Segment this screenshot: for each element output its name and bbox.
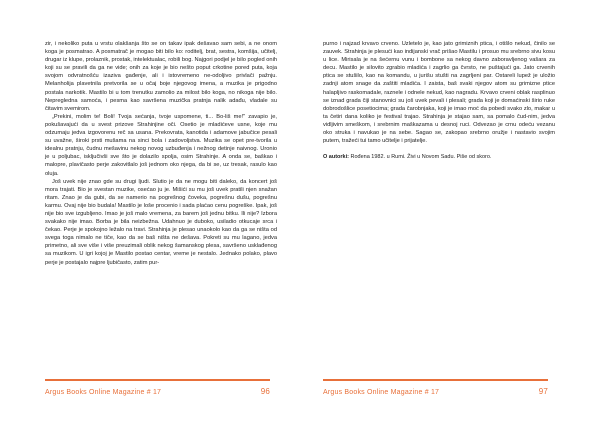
footer-magazine-name: Argus Books Online Magazine # 17 <box>323 389 440 396</box>
author-label: O autorki: <box>323 154 349 161</box>
author-note <box>323 153 555 161</box>
left-body-text <box>45 40 277 267</box>
right-body-text <box>323 40 555 161</box>
footer-rule <box>323 379 548 381</box>
author-text: Rođena 1982. u Rumi. Živi u Novom Sadu. Piše od skoro. <box>350 154 492 161</box>
footer-rule <box>45 379 270 381</box>
footer-magazine-name: Argus Books Online Magazine # 17 <box>45 389 162 396</box>
left-footer <box>45 387 270 396</box>
page-number: 96 <box>260 387 270 396</box>
right-footer <box>323 387 548 396</box>
right-page <box>300 0 600 424</box>
paragraph: „Prekini, molim te! Boli! Tvoja sećanja, tvoje uspomene, ti... Bo-liš me!" zavapio je, pokušavajući da u svest prizove Strahinjine oči. Osetio je mladićeve usne, koje mu odzumaju jedva izgovorenu reč sa usana. Prekovrata, kanotida i adamove jabučice pesali su uvažne, široki prsti mušama na sinci bola i zadovoljstva. Muzika se opet pre-tvorila u idealnu pratnju, čudnu mešavinu nekog novog uzbuđenja i nežnog detinje naivnog. Uronio je u poljubac, isključivši sve što je dolazilo spolja, osim Strahinje. A onda se, baškao i malopre, plavičasto perje zakovitlalo još jednom oko njega, da bi se, uz tresak, rasulo kao oluja. <box>45 113 277 177</box>
paragraph: purno i najzad krvavo crveno. Uzletelo je, kao jato grimiznih ptica, i otišlo nekud, činilo se zauvek. Strahinja je plesući kao indijanski vrač prišao Mastilu i prosuo mu srebrno sivu kosu u lice. Mirisala je na šećernu vunu i bombone sa nekog davno zaboravljenog vašara za decu. Mastilo je silovito zgrabio mladića i zagrlio ga čvrsto, ne puštajući ga. Jato crvenih ptica se stušilo, kao na komandu, u jurišu stušti na zagrljeni par. Ostareli lupež je uložio zadnji atom snage da zaštiti mladića. I zaista, baš svaki njegov atom su grimizne ptice halapljivo raskomadale, raznele i odnele nekud, kao nagradu. Krvavo crveni oblak rasplinuo se iznad grada čiji stanovnici su još uvek pevali i plesali; grada koji je domaćinski širio ruke dobrodošlice posetiocima; grada čarobnjaka, koji je imao moć da pobedi svako zlo, makar u ta četiri dana koliko je festival trajao. Strahinja je stajao sam, sa pomalo čud-nim, jedva vidljivim smeškom, i srebrnim maškazama u desnoj ruci. Odvezao je crnu odeću vezanu oko struka i navukao je na sebe. Sagao se, zakopao srebrno oružje i nastavio svojim putem, tražeći tui tamo učitelje i prijatelje. <box>323 41 555 145</box>
paragraph: Još uvek nije znao gde su drugi ljudi. Slutio je da ne mogu biti daleko, da koncert još mora trajati. Bio je svestan muzike, osećao ju je. Mišići su mu još uvek pratili njen snažan ritam. Znao je da gubi, da se namerio na pogrešnog čoveka, pogrešnu dušu, pogrešnu karmu. Ovaj nije bio budala! Mastilo je loše procenio i sada plaćao cenu pogreške. Ipak, još nije bio sve izgubljeno. Imao je još malo vremena, za barem još jednu bitku. Ili nije? Izbora svakako nije imao. Borba je bila neizbežna. Udahnuo je duboko, usiladio otkucaje srca i čekao. Perje je spokojno ležalo na travi. Strahinja je plesao unaokolo kao da ga se ništa od svega toga nimalo ne tiče, kao da se baš ništa ne dešava. Pokreti su mu lagano, jedva primetno, ali sve više i više preuzimali oblik nekog šamanskog plesa, savršeno usklađenog sa muzikom. U igri kojoj je Mastilo postao centar, vreme je nestalo. Jednako polako, plavo perje je postajalo najpre ljubičasto, zatim pur- <box>45 178 277 266</box>
paragraph: zir, i nekoliko puta u vrstu olakšanja što se on takav ipak dešavao sam sebi, a ne onom koga je posmatrao. A posmatrač je mogao biti bilo ko: roditelj, brat, sestra, komšija, učitelj, drugar iz klupe, prolaznik, prostak, intelektualac, robili bog. Najgori podjel je bilo pogled onih koji su se pravili da ga ne vide; onih za koje je bio nešto poput crkotine pored puta, koja svojom odvratnošću izaziva gađenje, ali i istovremeno ne-odoljivo privlači pažnju. Melanholija plavetnila pretvorila se u očaj boje njegovog imena, a muzika je prigodno postala narkotik. Mastilo bi u tom trenutku zamolio za milost bilo koga, no nikoga nije bilo. Nepregledna samoća, i pesma kao savršena muzička pratnja nalik adađu, vladale su čitavim svemirom. <box>45 41 277 112</box>
page-number: 97 <box>538 387 548 396</box>
